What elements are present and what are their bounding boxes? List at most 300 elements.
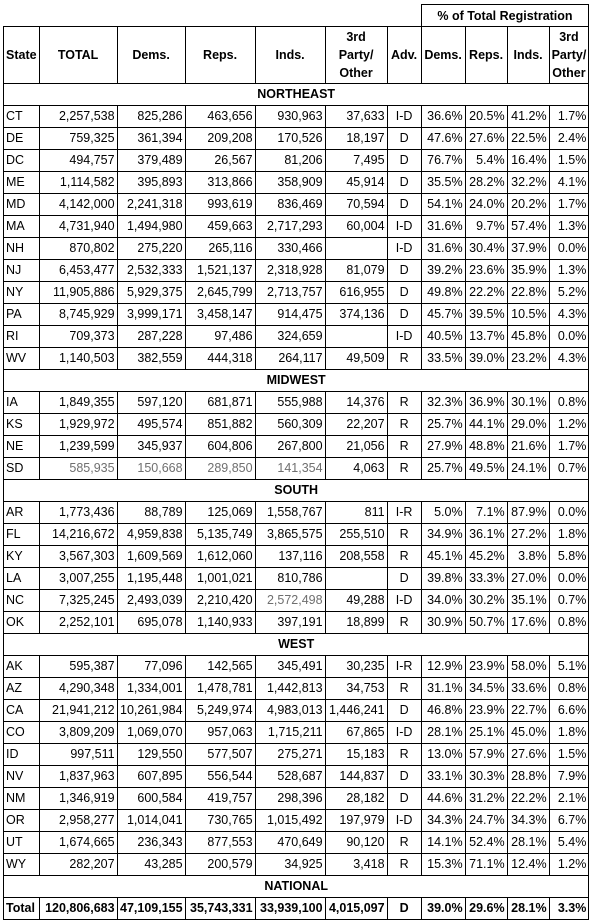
cell-inds: 810,786	[255, 568, 325, 590]
table-row	[4, 568, 589, 590]
cell-adv: D	[387, 304, 421, 326]
cell-pct-reps: 25.1%	[465, 722, 507, 744]
cell-dems: 695,078	[117, 612, 185, 634]
cell-pct-third: 1.5%	[549, 744, 589, 766]
cell-state: MA	[4, 216, 40, 238]
cell-pct-dems: 30.9%	[421, 612, 465, 634]
cell-adv: R	[387, 436, 421, 458]
cell-pct-third: 1.8%	[549, 722, 589, 744]
cell-pct-inds: 41.2%	[507, 106, 549, 128]
group-header: % of Total Registration	[421, 5, 589, 27]
section-title: MIDWEST	[4, 370, 589, 392]
cell-pct-third: 6.7%	[549, 810, 589, 832]
table-row	[4, 282, 589, 304]
cell-total: 494,757	[39, 150, 117, 172]
cell-reps: 1,612,060	[185, 546, 255, 568]
cell-pct-reps: 28.2%	[465, 172, 507, 194]
cell-inds: 275,271	[255, 744, 325, 766]
cell-pct-dems: 76.7%	[421, 150, 465, 172]
cell-adv: D	[387, 282, 421, 304]
cell-pct-dems: 46.8%	[421, 700, 465, 722]
cell-dems: 5,929,375	[117, 282, 185, 304]
cell-reps: 2,210,420	[185, 590, 255, 612]
cell-pct-inds: 45.0%	[507, 722, 549, 744]
cell-dems: 1,494,980	[117, 216, 185, 238]
cell-pct-dems: 44.6%	[421, 788, 465, 810]
cell-inds: 560,309	[255, 414, 325, 436]
cell-state: UT	[4, 832, 40, 854]
cell-pct-reps: 36.9%	[465, 392, 507, 414]
cell-pct-third: 4.3%	[549, 304, 589, 326]
cell-third: 21,056	[325, 436, 387, 458]
table-row	[4, 414, 589, 436]
cell-pct-inds: 58.0%	[507, 656, 549, 678]
cell-pct-dems: 45.7%	[421, 304, 465, 326]
column-header-pct-reps: Reps.	[465, 27, 507, 84]
cell-third: 18,197	[325, 128, 387, 150]
cell-pct-dems: 34.0%	[421, 590, 465, 612]
cell-adv: R	[387, 678, 421, 700]
table-row	[4, 766, 589, 788]
cell-state: ME	[4, 172, 40, 194]
cell-inds: 264,117	[255, 348, 325, 370]
cell-pct-reps: 23.9%	[465, 700, 507, 722]
cell-pct-reps: 24.0%	[465, 194, 507, 216]
cell-pct-inds: 57.4%	[507, 216, 549, 238]
cell-pct-inds: 35.9%	[507, 260, 549, 282]
cell-pct-third: 1.8%	[549, 524, 589, 546]
cell-total: 4,142,000	[39, 194, 117, 216]
cell-inds: 81,206	[255, 150, 325, 172]
cell-total: 1,773,436	[39, 502, 117, 524]
cell-pct-reps: 52.4%	[465, 832, 507, 854]
cell-state: NC	[4, 590, 40, 612]
cell-inds: 358,909	[255, 172, 325, 194]
cell-adv: D	[387, 568, 421, 590]
table-row	[4, 546, 589, 568]
table-row	[4, 216, 589, 238]
cell-adv: R	[387, 854, 421, 876]
cell-pct-reps: 23.6%	[465, 260, 507, 282]
cell-pct-inds: 29.0%	[507, 414, 549, 436]
cell-pct-third: 5.4%	[549, 832, 589, 854]
cell-pct-inds: 24.1%	[507, 458, 549, 480]
cell-reps: 1,140,933	[185, 612, 255, 634]
cell-dems: 1,195,448	[117, 568, 185, 590]
cell-state: AZ	[4, 678, 40, 700]
cell-state: CT	[4, 106, 40, 128]
cell-reps: 1,521,137	[185, 260, 255, 282]
cell-total: 1,346,919	[39, 788, 117, 810]
section-header-row	[4, 480, 589, 502]
table-row	[4, 524, 589, 546]
cell-reps: 681,871	[185, 392, 255, 414]
cell-inds: 1,442,813	[255, 678, 325, 700]
table-row	[4, 128, 589, 150]
cell-inds: 1,015,492	[255, 810, 325, 832]
cell-pct-third: 3.3%	[549, 898, 589, 920]
table-row	[4, 700, 589, 722]
cell-dems: 1,334,001	[117, 678, 185, 700]
cell-state: AK	[4, 656, 40, 678]
column-header-dems: Dems.	[117, 27, 185, 84]
table-row	[4, 436, 589, 458]
cell-state: RI	[4, 326, 40, 348]
cell-pct-dems: 32.3%	[421, 392, 465, 414]
cell-adv: R	[387, 348, 421, 370]
cell-pct-third: 5.8%	[549, 546, 589, 568]
cell-third	[325, 326, 387, 348]
cell-pct-inds: 28.8%	[507, 766, 549, 788]
cell-inds: 170,526	[255, 128, 325, 150]
cell-reps: 730,765	[185, 810, 255, 832]
cell-third: 4,015,097	[325, 898, 387, 920]
cell-adv: R	[387, 458, 421, 480]
cell-inds: 3,865,575	[255, 524, 325, 546]
cell-adv: D	[387, 700, 421, 722]
cell-third: 37,633	[325, 106, 387, 128]
cell-state: MD	[4, 194, 40, 216]
table-row	[4, 590, 589, 612]
cell-total: 997,511	[39, 744, 117, 766]
section-title: NATIONAL	[4, 876, 589, 898]
cell-adv: I-R	[387, 656, 421, 678]
table-row	[4, 326, 589, 348]
cell-adv: D	[387, 150, 421, 172]
cell-dems: 88,789	[117, 502, 185, 524]
cell-adv: D	[387, 172, 421, 194]
cell-total: 282,207	[39, 854, 117, 876]
cell-pct-third: 0.7%	[549, 590, 589, 612]
cell-pct-third: 5.1%	[549, 656, 589, 678]
column-header-third: 3rd Party/ Other	[325, 27, 387, 84]
cell-adv: I-D	[387, 722, 421, 744]
cell-state: DC	[4, 150, 40, 172]
cell-adv: D	[387, 766, 421, 788]
table-row	[4, 150, 589, 172]
cell-inds: 397,191	[255, 612, 325, 634]
cell-third: 255,510	[325, 524, 387, 546]
table-row	[4, 810, 589, 832]
cell-pct-dems: 39.8%	[421, 568, 465, 590]
section-header-row	[4, 84, 589, 106]
cell-dems: 275,220	[117, 238, 185, 260]
cell-inds: 914,475	[255, 304, 325, 326]
cell-pct-third: 1.7%	[549, 194, 589, 216]
cell-pct-dems: 47.6%	[421, 128, 465, 150]
cell-dems: 600,584	[117, 788, 185, 810]
cell-pct-inds: 87.9%	[507, 502, 549, 524]
cell-third: 60,004	[325, 216, 387, 238]
cell-state: LA	[4, 568, 40, 590]
cell-reps: 993,619	[185, 194, 255, 216]
cell-pct-reps: 33.3%	[465, 568, 507, 590]
cell-pct-dems: 31.6%	[421, 238, 465, 260]
cell-reps: 556,544	[185, 766, 255, 788]
cell-state: SD	[4, 458, 40, 480]
cell-reps: 26,567	[185, 150, 255, 172]
cell-pct-reps: 48.8%	[465, 436, 507, 458]
cell-third: 4,063	[325, 458, 387, 480]
cell-third: 22,207	[325, 414, 387, 436]
cell-state: NJ	[4, 260, 40, 282]
cell-reps: 459,663	[185, 216, 255, 238]
table-row	[4, 392, 589, 414]
cell-total: 11,905,886	[39, 282, 117, 304]
cell-state: OR	[4, 810, 40, 832]
table-body	[4, 84, 589, 920]
cell-dems: 379,489	[117, 150, 185, 172]
cell-pct-third: 0.7%	[549, 458, 589, 480]
cell-pct-reps: 44.1%	[465, 414, 507, 436]
cell-total: 2,257,538	[39, 106, 117, 128]
cell-dems: 345,937	[117, 436, 185, 458]
cell-dems: 3,999,171	[117, 304, 185, 326]
cell-pct-dems: 5.0%	[421, 502, 465, 524]
cell-third: 208,558	[325, 546, 387, 568]
cell-pct-inds: 22.8%	[507, 282, 549, 304]
cell-inds: 1,715,211	[255, 722, 325, 744]
cell-pct-reps: 31.2%	[465, 788, 507, 810]
cell-pct-inds: 28.1%	[507, 832, 549, 854]
section-title: SOUTH	[4, 480, 589, 502]
cell-third: 70,594	[325, 194, 387, 216]
cell-state: Total	[4, 898, 40, 920]
table-row	[4, 458, 589, 480]
total-row	[4, 898, 589, 920]
cell-total: 3,809,209	[39, 722, 117, 744]
cell-total: 1,114,582	[39, 172, 117, 194]
cell-total: 2,252,101	[39, 612, 117, 634]
cell-adv: R	[387, 832, 421, 854]
cell-pct-inds: 27.0%	[507, 568, 549, 590]
column-header-reps: Reps.	[185, 27, 255, 84]
cell-dems: 495,574	[117, 414, 185, 436]
cell-inds: 2,318,928	[255, 260, 325, 282]
cell-third: 67,865	[325, 722, 387, 744]
cell-reps: 313,866	[185, 172, 255, 194]
cell-third: 144,837	[325, 766, 387, 788]
table-row	[4, 744, 589, 766]
cell-pct-inds: 12.4%	[507, 854, 549, 876]
cell-state: CA	[4, 700, 40, 722]
cell-adv: I-D	[387, 590, 421, 612]
cell-third: 30,235	[325, 656, 387, 678]
cell-pct-third: 1.7%	[549, 436, 589, 458]
cell-pct-third: 0.8%	[549, 678, 589, 700]
cell-pct-reps: 57.9%	[465, 744, 507, 766]
cell-dems: 4,959,838	[117, 524, 185, 546]
cell-state: KY	[4, 546, 40, 568]
table-row	[4, 502, 589, 524]
cell-reps: 3,458,147	[185, 304, 255, 326]
cell-pct-inds: 20.2%	[507, 194, 549, 216]
cell-state: CO	[4, 722, 40, 744]
cell-pct-third: 0.8%	[549, 612, 589, 634]
cell-dems: 395,893	[117, 172, 185, 194]
cell-pct-dems: 25.7%	[421, 458, 465, 480]
cell-adv: R	[387, 524, 421, 546]
cell-pct-third: 6.6%	[549, 700, 589, 722]
cell-dems: 607,895	[117, 766, 185, 788]
cell-adv: R	[387, 392, 421, 414]
cell-inds: 267,800	[255, 436, 325, 458]
cell-inds: 4,983,013	[255, 700, 325, 722]
cell-dems: 150,668	[117, 458, 185, 480]
cell-reps: 209,208	[185, 128, 255, 150]
cell-third: 34,753	[325, 678, 387, 700]
cell-pct-third: 5.2%	[549, 282, 589, 304]
cell-pct-reps: 20.5%	[465, 106, 507, 128]
cell-reps: 2,645,799	[185, 282, 255, 304]
cell-pct-reps: 34.5%	[465, 678, 507, 700]
cell-adv: I-D	[387, 106, 421, 128]
cell-pct-reps: 49.5%	[465, 458, 507, 480]
cell-state: ID	[4, 744, 40, 766]
cell-pct-inds: 27.2%	[507, 524, 549, 546]
cell-dems: 1,014,041	[117, 810, 185, 832]
cell-pct-third: 1.5%	[549, 150, 589, 172]
cell-inds: 2,572,498	[255, 590, 325, 612]
cell-total: 3,567,303	[39, 546, 117, 568]
cell-dems: 47,109,155	[117, 898, 185, 920]
cell-third: 18,899	[325, 612, 387, 634]
cell-pct-dems: 33.1%	[421, 766, 465, 788]
section-header-row	[4, 634, 589, 656]
table-row	[4, 172, 589, 194]
cell-reps: 265,116	[185, 238, 255, 260]
cell-pct-dems: 49.8%	[421, 282, 465, 304]
table-row	[4, 656, 589, 678]
cell-inds: 298,396	[255, 788, 325, 810]
cell-pct-dems: 14.1%	[421, 832, 465, 854]
cell-total: 14,216,672	[39, 524, 117, 546]
table-row	[4, 678, 589, 700]
cell-state: NY	[4, 282, 40, 304]
cell-inds: 137,116	[255, 546, 325, 568]
cell-pct-third: 0.8%	[549, 392, 589, 414]
cell-pct-dems: 25.7%	[421, 414, 465, 436]
cell-reps: 463,656	[185, 106, 255, 128]
cell-total: 870,802	[39, 238, 117, 260]
cell-third: 3,418	[325, 854, 387, 876]
cell-adv: I-D	[387, 810, 421, 832]
column-header-pct-dems: Dems.	[421, 27, 465, 84]
cell-pct-third: 0.0%	[549, 502, 589, 524]
cell-dems: 10,261,984	[117, 700, 185, 722]
cell-pct-inds: 35.1%	[507, 590, 549, 612]
cell-pct-reps: 39.5%	[465, 304, 507, 326]
cell-dems: 1,069,070	[117, 722, 185, 744]
header-row	[4, 27, 589, 84]
section-header-row	[4, 370, 589, 392]
cell-pct-dems: 34.9%	[421, 524, 465, 546]
cell-pct-third: 1.7%	[549, 106, 589, 128]
cell-adv: D	[387, 788, 421, 810]
cell-pct-inds: 21.6%	[507, 436, 549, 458]
cell-inds: 141,354	[255, 458, 325, 480]
cell-total: 759,325	[39, 128, 117, 150]
cell-third: 81,079	[325, 260, 387, 282]
cell-pct-third: 1.2%	[549, 414, 589, 436]
cell-pct-reps: 9.7%	[465, 216, 507, 238]
cell-pct-third: 0.0%	[549, 326, 589, 348]
cell-dems: 825,286	[117, 106, 185, 128]
cell-third: 15,183	[325, 744, 387, 766]
column-header-pct-third: 3rd Party/ Other	[549, 27, 589, 84]
cell-pct-third: 2.4%	[549, 128, 589, 150]
cell-pct-reps: 71.1%	[465, 854, 507, 876]
cell-total: 2,958,277	[39, 810, 117, 832]
cell-adv: R	[387, 744, 421, 766]
section-title: NORTHEAST	[4, 84, 589, 106]
cell-reps: 1,478,781	[185, 678, 255, 700]
cell-third: 49,509	[325, 348, 387, 370]
cell-state: NM	[4, 788, 40, 810]
cell-pct-inds: 45.8%	[507, 326, 549, 348]
cell-third: 374,136	[325, 304, 387, 326]
cell-total: 4,731,940	[39, 216, 117, 238]
cell-reps: 5,249,974	[185, 700, 255, 722]
cell-pct-reps: 5.4%	[465, 150, 507, 172]
cell-dems: 1,609,569	[117, 546, 185, 568]
cell-pct-inds: 34.3%	[507, 810, 549, 832]
cell-pct-inds: 23.2%	[507, 348, 549, 370]
cell-dems: 43,285	[117, 854, 185, 876]
cell-total: 1,239,599	[39, 436, 117, 458]
cell-dems: 361,394	[117, 128, 185, 150]
cell-pct-dems: 39.0%	[421, 898, 465, 920]
cell-inds: 528,687	[255, 766, 325, 788]
cell-inds: 470,649	[255, 832, 325, 854]
cell-third: 7,495	[325, 150, 387, 172]
cell-pct-dems: 35.5%	[421, 172, 465, 194]
cell-pct-inds: 28.1%	[507, 898, 549, 920]
cell-pct-reps: 13.7%	[465, 326, 507, 348]
cell-dems: 77,096	[117, 656, 185, 678]
cell-pct-reps: 50.7%	[465, 612, 507, 634]
cell-pct-third: 7.9%	[549, 766, 589, 788]
cell-state: FL	[4, 524, 40, 546]
cell-inds: 2,713,757	[255, 282, 325, 304]
cell-total: 1,929,972	[39, 414, 117, 436]
table-row	[4, 106, 589, 128]
cell-third: 14,376	[325, 392, 387, 414]
cell-pct-third: 4.1%	[549, 172, 589, 194]
table-row	[4, 348, 589, 370]
cell-pct-reps: 22.2%	[465, 282, 507, 304]
cell-adv: D	[387, 128, 421, 150]
cell-pct-dems: 27.9%	[421, 436, 465, 458]
cell-total: 4,290,348	[39, 678, 117, 700]
cell-dems: 2,241,318	[117, 194, 185, 216]
cell-pct-dems: 15.3%	[421, 854, 465, 876]
section-title: WEST	[4, 634, 589, 656]
cell-state: IA	[4, 392, 40, 414]
cell-state: KS	[4, 414, 40, 436]
cell-reps: 5,135,749	[185, 524, 255, 546]
cell-pct-reps: 30.4%	[465, 238, 507, 260]
cell-state: AR	[4, 502, 40, 524]
cell-pct-dems: 28.1%	[421, 722, 465, 744]
table-row	[4, 854, 589, 876]
cell-inds: 34,925	[255, 854, 325, 876]
cell-pct-reps: 24.7%	[465, 810, 507, 832]
cell-third: 45,914	[325, 172, 387, 194]
cell-adv: I-D	[387, 326, 421, 348]
cell-pct-inds: 16.4%	[507, 150, 549, 172]
header-group-row	[4, 5, 589, 27]
